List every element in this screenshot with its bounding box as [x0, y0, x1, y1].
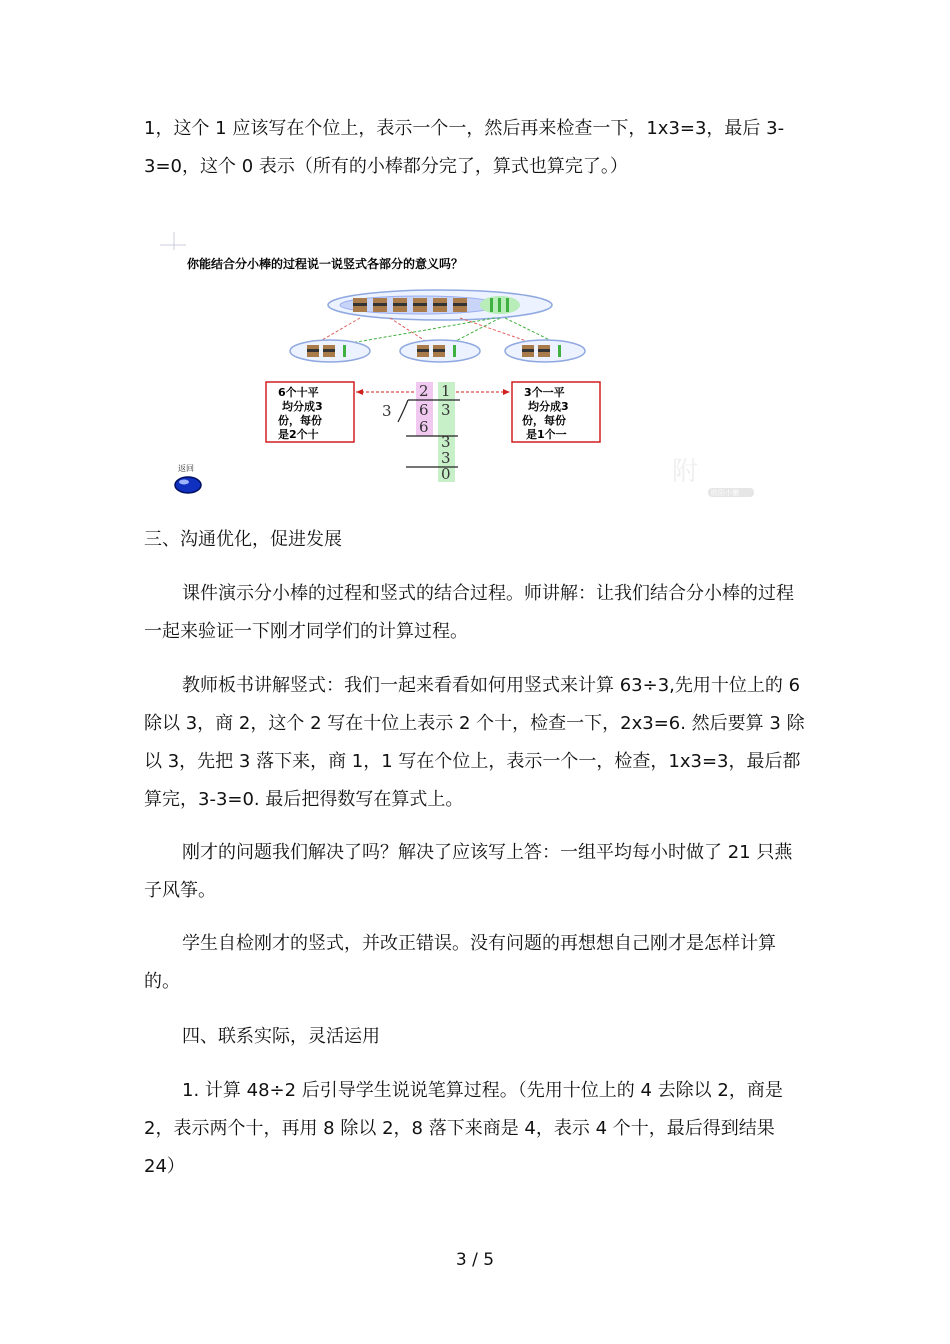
- figure-title: 你能结合分小棒的过程说一说竖式各部分的意义吗？: [187, 257, 464, 271]
- back-label: 返回: [178, 464, 194, 473]
- group-ellipse-3: [505, 340, 585, 362]
- page-number: 3 / 5: [455, 1250, 495, 1270]
- group-ellipse-2: [400, 340, 480, 362]
- quotient-ones: 1: [441, 382, 451, 400]
- watermark-logo: 附: [672, 457, 699, 487]
- paragraph-continuation: 1，这个 1 应该写在个位上，表示一个一，然后再来检查一下，1x3=3，最后 3-3=0，这个 0 表示（所有的小棒都分完了，算式也算完了。）: [144, 118, 785, 177]
- divisor: 3: [382, 402, 392, 420]
- paragraph-self-check: 学生自检刚才的竖式，并改正错误。没有问题的再想想自己刚才是怎样计算的。: [144, 933, 776, 992]
- tens-box-line: 6个十平: [278, 386, 319, 399]
- back-button[interactable]: [175, 477, 201, 493]
- paragraph-answer: 刚才的问题我们解决了吗？解决了应该写上答：一组平均每小时做了 21 只燕子风筝。: [144, 842, 793, 901]
- long-division-figure: [160, 232, 760, 502]
- group-ellipse-1: [290, 340, 370, 362]
- step-product-tens: 6: [419, 418, 429, 436]
- quotient-tens: 2: [419, 382, 429, 400]
- dividend-tens: 6: [419, 401, 429, 419]
- step-product-ones: 3: [441, 449, 451, 467]
- tens-box-line: 均分成3: [282, 400, 323, 413]
- paragraph-board-explanation: 教师板书讲解竖式：我们一起来看看如何用竖式来计算 63÷3,先用十位上的 6 除以 3，商 2，这个 2 写在十位上表示 2 个十，检查一下，2x3=6. 然后要算 3 除以 3，先把 3 落下来，商 1，1 写在个位上，表示一个一，检查，1x3=3，最后都算完，3-3=0. 最后把得数写在算式上。: [144, 675, 805, 810]
- paragraph-courseware: 课件演示分小棒的过程和竖式的结合过程。师讲解：让我们结合分小棒的过程一起来验证一下刚才同学们的计算过程。: [144, 583, 794, 642]
- remainder: 0: [441, 465, 451, 483]
- ones-box-line: 均分成3: [528, 400, 569, 413]
- dividend-ones: 3: [441, 401, 451, 419]
- section-heading-4: 四、联系实际，灵活运用: [182, 1026, 380, 1047]
- ones-box-line: 是1个一: [526, 428, 567, 441]
- ones-box-line: 3个一平: [524, 386, 565, 399]
- brought-down: 3: [441, 433, 451, 451]
- ones-box-line: 份，每份: [522, 414, 566, 427]
- tens-box-line: 份，每份: [278, 414, 322, 427]
- section-heading-3: 三、沟通优化，促进发展: [144, 529, 342, 550]
- watermark-label: 欧阳小懒: [711, 489, 739, 497]
- ones-sticks-icon: [490, 298, 509, 312]
- tens-box-line: 是2个十: [278, 428, 319, 441]
- figure-svg: [160, 232, 760, 502]
- paragraph-exercise-1: 1. 计算 48÷2 后引导学生说说笔算过程。（先用十位上的 4 去除以 2，商是 2，表示两个十，再用 8 除以 2，8 落下来商是 4，表示 4 个十，最后得到结果 24）: [144, 1080, 783, 1177]
